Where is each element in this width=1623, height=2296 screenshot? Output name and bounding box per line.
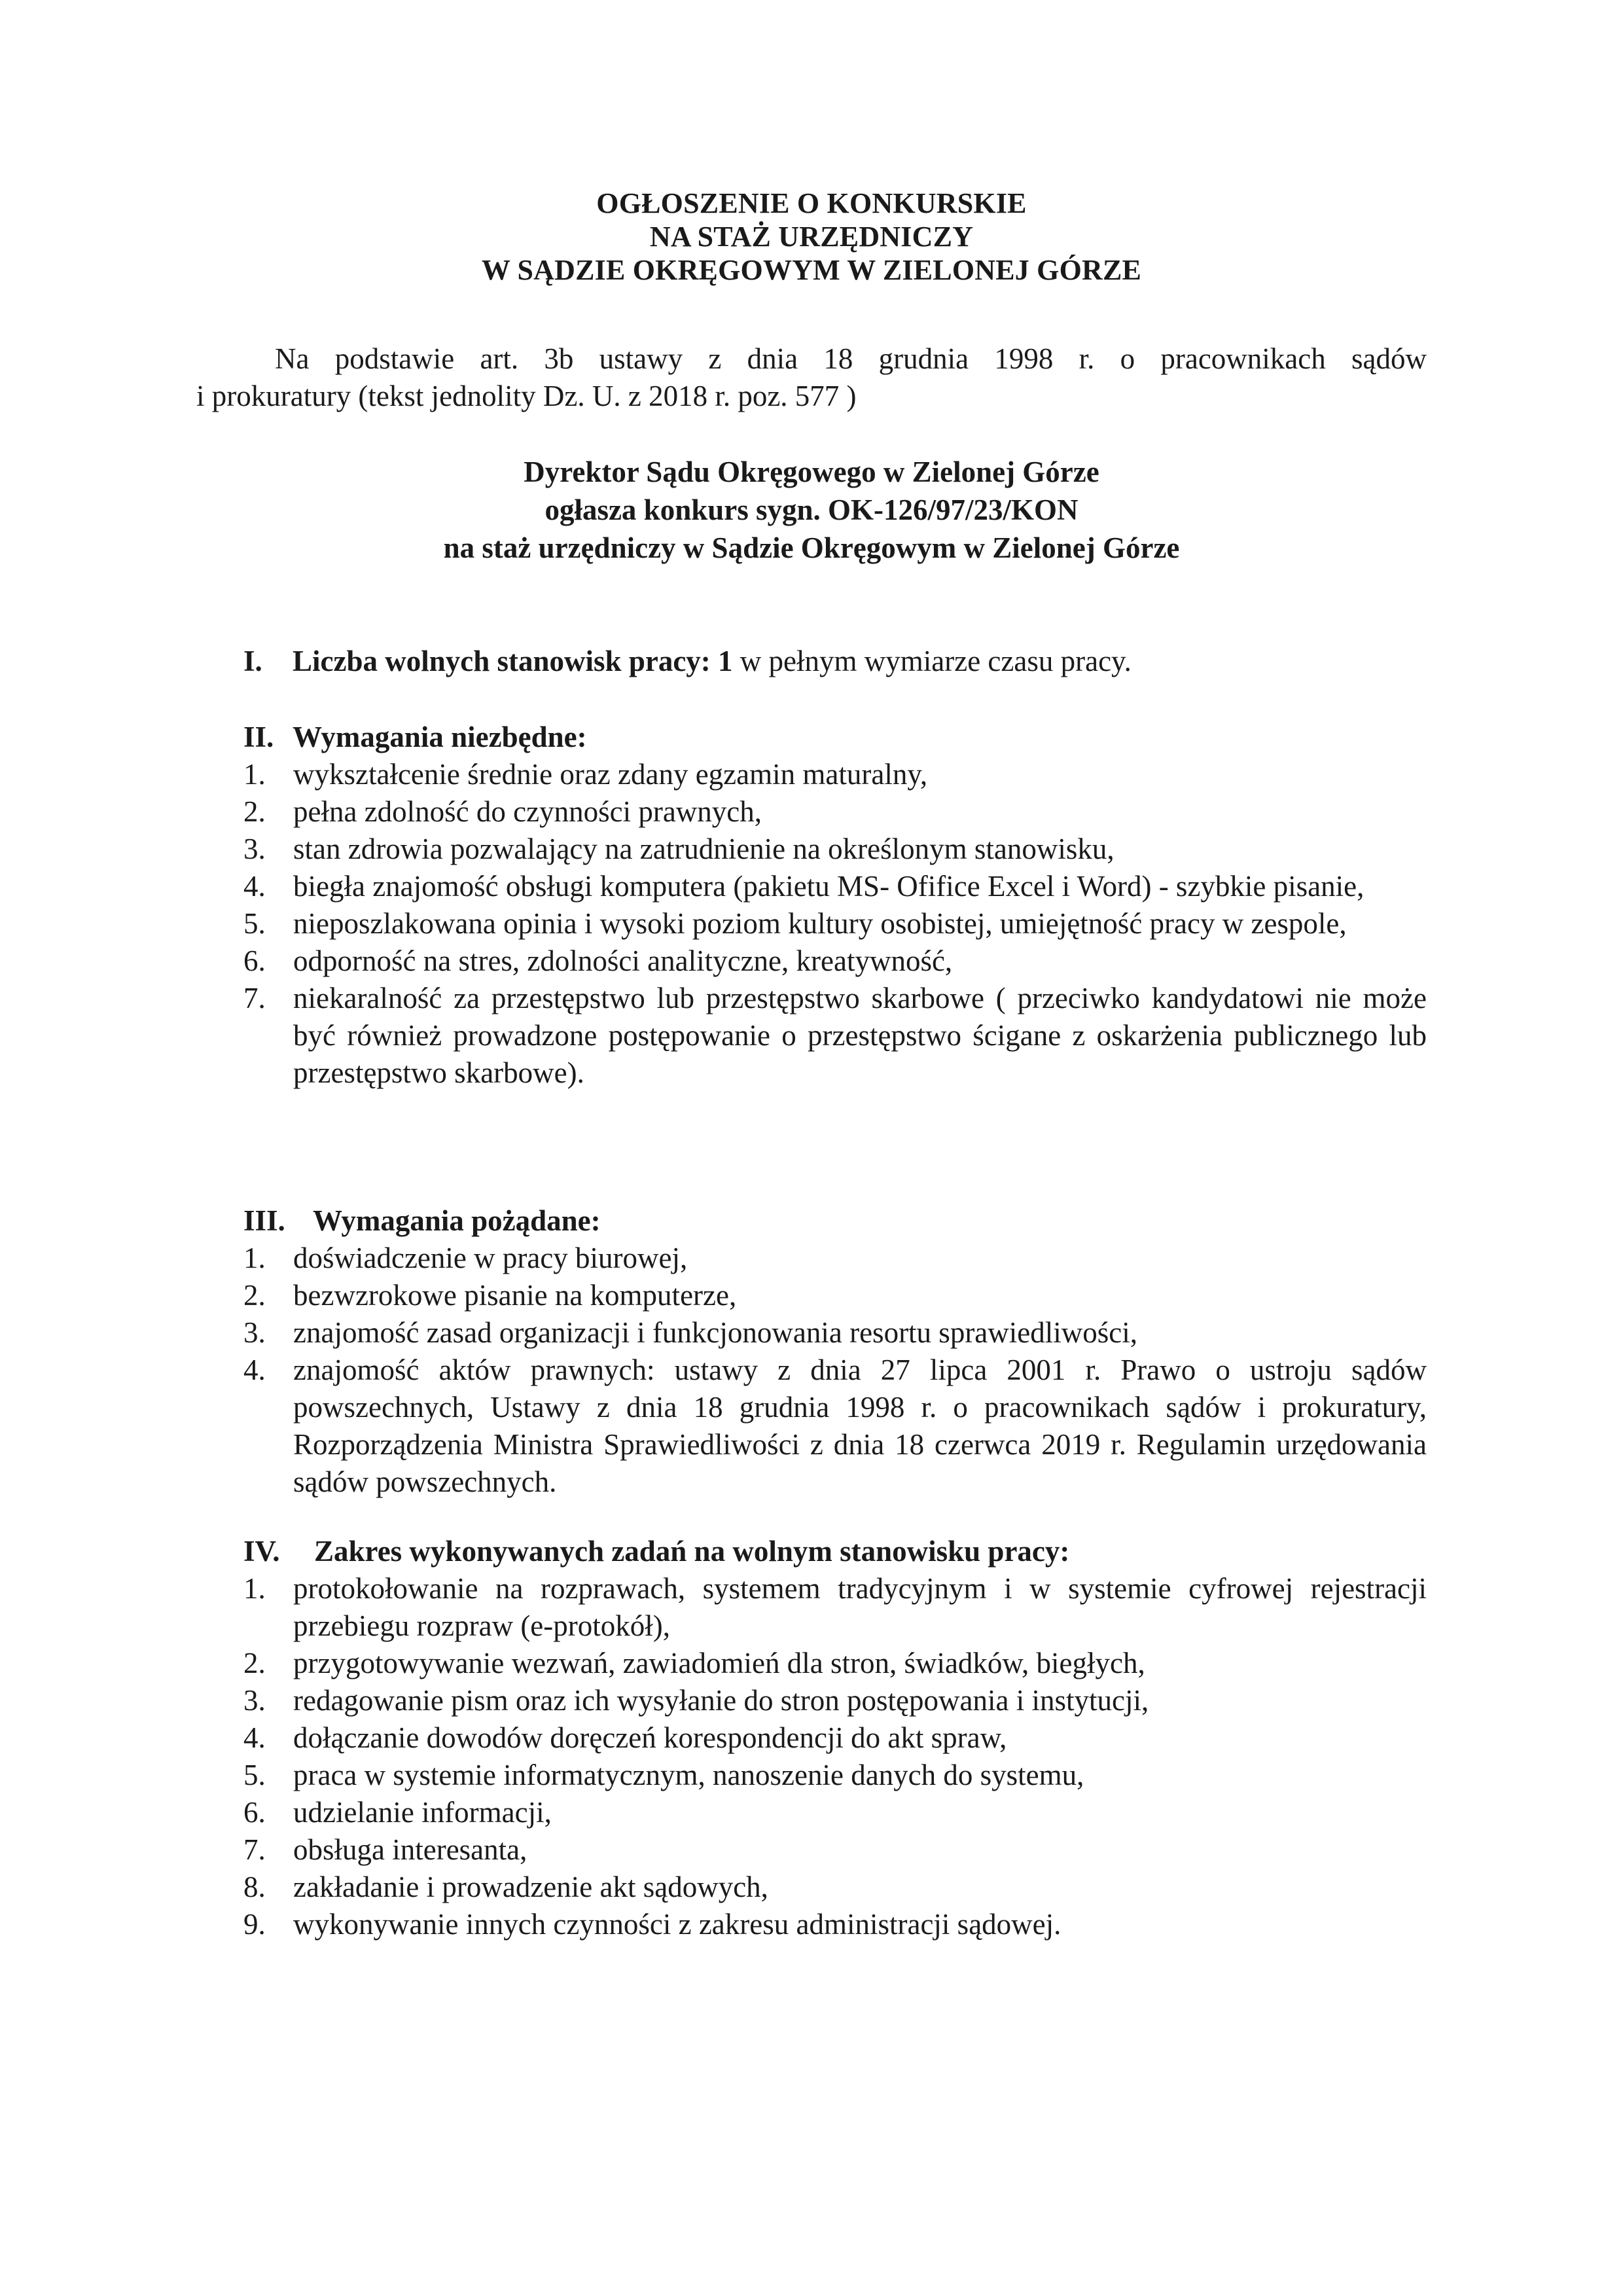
list-item: [243, 831, 1427, 868]
list-item-number: 3.: [243, 833, 266, 865]
list-item-text: udzielanie informacji,: [293, 1796, 552, 1829]
list-item: [243, 1645, 1427, 1682]
section-title: Liczba wolnych stanowisk pracy: 1: [293, 645, 733, 677]
section-title: Wymagania pożądane:: [313, 1204, 601, 1237]
list-item-text: protokołowanie na rozprawach, systemem tradycyjnym i w systemie cyfrowej rejestracji przebiegu rozpraw (e-protokół),: [293, 1572, 1427, 1642]
list-item: [243, 793, 1427, 831]
section-numeral: III.: [243, 1204, 285, 1237]
list-item-number: 5.: [243, 907, 266, 940]
list-item-number: 8.: [243, 1871, 266, 1903]
list-item-text: wykonywanie innych czynności z zakresu administracji sądowej.: [293, 1908, 1061, 1941]
list-item-number: 4.: [243, 870, 266, 903]
section-heading: [243, 1533, 1427, 1570]
legal-basis-line-2: i prokuratury (tekst jednolity Dz. U. z 2018 r. poz. 577 ): [196, 380, 857, 412]
list-item-text: obsługa interesanta,: [293, 1833, 527, 1866]
list-item-number: 2.: [243, 795, 266, 828]
list-item: [243, 1831, 1427, 1869]
list-item: [243, 1906, 1427, 1943]
document-title: [0, 187, 1623, 287]
list-item: [243, 980, 1427, 1092]
list-item-number: 1.: [243, 1242, 266, 1274]
list-item-text: odporność na stres, zdolności analityczne, kreatywność,: [293, 944, 953, 977]
list-item-text: praca w systemie informatycznym, nanoszenie danych do systemu,: [293, 1759, 1084, 1791]
list-item-text: pełna zdolność do czynności prawnych,: [293, 795, 762, 828]
list-item-number: 1.: [243, 1572, 266, 1605]
list-item: [243, 1719, 1427, 1757]
section-numeral: I.: [243, 645, 262, 677]
legal-basis-paragraph: [196, 340, 1427, 415]
list-item: [243, 868, 1427, 905]
list-item-text: znajomość zasad organizacji i funkcjonowania resortu sprawiedliwości,: [293, 1316, 1137, 1349]
list-item: [243, 905, 1427, 942]
list-item: [243, 1794, 1427, 1831]
list-item: [243, 1570, 1427, 1645]
list-item-number: 3.: [243, 1684, 266, 1717]
list-item-text: wykształcenie średnie oraz zdany egzamin maturalny,: [293, 758, 928, 791]
list-item: [243, 1682, 1427, 1719]
list-item-number: 2.: [243, 1279, 266, 1312]
section-heading: [243, 643, 1427, 680]
list-item-text: przygotowywanie wezwań, zawiadomień dla stron, świadków, biegłych,: [293, 1647, 1145, 1679]
list-item-text: doświadczenie w pracy biurowej,: [293, 1242, 688, 1274]
list-item-text: nieposzlakowana opinia i wysoki poziom kultury osobistej, umiejętność pracy w zespole,: [293, 907, 1347, 940]
list-item-number: 2.: [243, 1647, 266, 1679]
list-item-text: biegła znajomość obsługi komputera (pakietu MS- Ofifice Excel i Word) - szybkie pisanie,: [293, 870, 1364, 903]
title-line-3: W SĄDZIE OKRĘGOWYM W ZIELONEJ GÓRZE: [481, 254, 1142, 286]
list-item-number: 7.: [243, 982, 266, 1014]
section-numeral: II.: [243, 721, 274, 753]
list-item-number: 4.: [243, 1354, 266, 1386]
list-item: [243, 1352, 1427, 1501]
list-item: [243, 1277, 1427, 1314]
list-item-text: bezwzrokowe pisanie na komputerze,: [293, 1279, 737, 1312]
list-item: [243, 1757, 1427, 1794]
list-item-text: dołączanie dowodów doręczeń korespondencji do akt spraw,: [293, 1721, 1007, 1754]
section-vacancies: [243, 643, 1427, 680]
list-item-text: zakładanie i prowadzenie akt sądowych,: [293, 1871, 768, 1903]
list-item: [243, 942, 1427, 980]
director-line-1: Dyrektor Sądu Okręgowego w Zielonej Górze: [524, 456, 1099, 488]
section-duties: [243, 1533, 1427, 1943]
list-item-text: niekaralność za przestępstwo lub przestępstwo skarbowe ( przeciwko kandydatowi nie może być również prowadzone postępowanie o przestępstwo ścigane z oskarżenia publicznego lub przestępstwo skarbowe).: [293, 982, 1427, 1089]
director-announcement: [0, 453, 1623, 567]
director-line-2: ogłasza konkurs sygn. OK-126/97/23/KON: [544, 493, 1079, 526]
list-item-number: 6.: [243, 944, 266, 977]
section-heading: [243, 719, 1427, 756]
section-title-rest: w pełnym wymiarze czasu pracy.: [732, 645, 1132, 677]
list-item-number: 5.: [243, 1759, 266, 1791]
section-heading: [243, 1202, 1427, 1240]
list-item-number: 9.: [243, 1908, 266, 1941]
list-item-text: stan zdrowia pozwalający na zatrudnienie na określonym stanowisku,: [293, 833, 1115, 865]
list-item-number: 6.: [243, 1796, 266, 1829]
list-item-text: redagowanie pism oraz ich wysyłanie do stron postępowania i instytucji,: [293, 1684, 1149, 1717]
title-line-1: OGŁOSZENIE O KONKURSKIE: [596, 187, 1027, 219]
section-title: Zakres wykonywanych zadań na wolnym stanowisku pracy:: [314, 1535, 1070, 1568]
section-numeral: IV.: [243, 1535, 280, 1568]
director-line-3: na staż urzędniczy w Sądzie Okręgowym w Zielonej Górze: [443, 531, 1180, 564]
list-item: [243, 1240, 1427, 1277]
list-item-number: 1.: [243, 758, 266, 791]
section-preferred: [243, 1202, 1427, 1501]
legal-basis-line-1: Na podstawie art. 3b ustawy z dnia 18 grudnia 1998 r. o pracownikach sądów: [275, 342, 1427, 375]
list-item-number: 4.: [243, 1721, 266, 1754]
section-title: Wymagania niezbędne:: [293, 721, 587, 753]
section-required: [243, 719, 1427, 1092]
list-item: [243, 1869, 1427, 1906]
list-item: [243, 756, 1427, 793]
title-line-2: NA STAŻ URZĘDNICZY: [649, 221, 974, 253]
list-item-number: 7.: [243, 1833, 266, 1866]
list-item: [243, 1314, 1427, 1352]
list-item-number: 3.: [243, 1316, 266, 1349]
list-item-text: znajomość aktów prawnych: ustawy z dnia 27 lipca 2001 r. Prawo o ustroju sądów powszechnych, Ustawy z dnia 18 grudnia 1998 r. o pracownikach sądów i prokuratury, Rozporządzenia Ministra Sprawiedliwości z dnia 18 czerwca 2019 r. Regulamin urzędowania sądów powszechnych.: [293, 1354, 1427, 1498]
